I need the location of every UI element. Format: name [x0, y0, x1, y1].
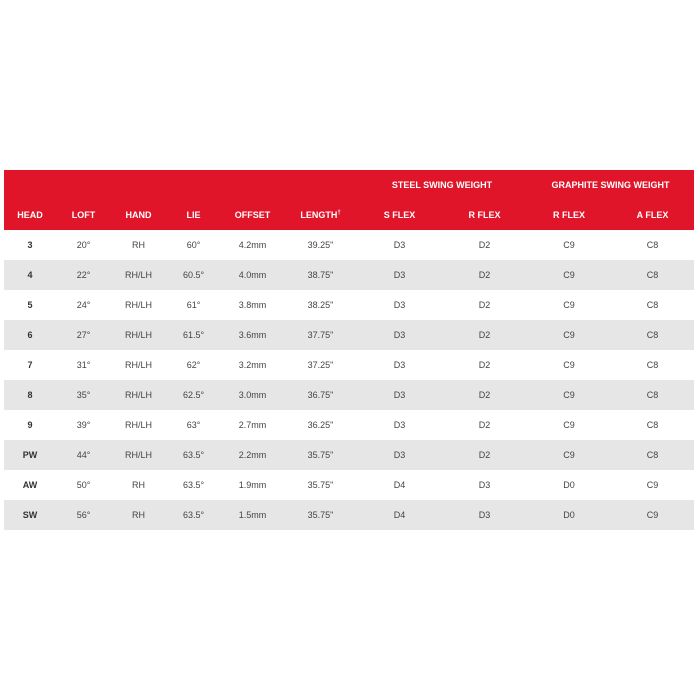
- cell-lie: 61°: [186, 300, 201, 310]
- steel-swing-weight-header: STEEL SWING WEIGHT: [391, 180, 493, 190]
- cell-length: 36.75": [307, 390, 334, 400]
- col-graphite-a-flex: A FLEX: [636, 210, 669, 220]
- cell-loft: 31°: [76, 360, 91, 370]
- cell-loft: 20°: [76, 240, 91, 250]
- cell-steel-r-flex: D2: [478, 300, 491, 310]
- table-row: [4, 260, 694, 290]
- group-header-row: [4, 170, 694, 200]
- cell-steel-s-flex: D4: [393, 510, 406, 520]
- col-head: HEAD: [17, 210, 43, 220]
- cell-lie: 62.5°: [182, 390, 205, 400]
- cell-head: AW: [22, 480, 38, 490]
- cell-hand: RH/LH: [124, 390, 152, 400]
- cell-hand: RH/LH: [124, 420, 152, 430]
- cell-head: 5: [27, 300, 33, 310]
- cell-hand: RH/LH: [124, 450, 152, 460]
- cell-head: 8: [27, 390, 33, 400]
- cell-steel-s-flex: D3: [393, 270, 406, 280]
- cell-graphite-a-flex: C8: [646, 450, 659, 460]
- cell-steel-s-flex: D3: [393, 300, 406, 310]
- cell-graphite-a-flex: C8: [646, 300, 659, 310]
- cell-steel-r-flex: D2: [478, 450, 491, 460]
- cell-steel-r-flex: D2: [478, 330, 491, 340]
- cell-length: 35.75": [307, 450, 334, 460]
- cell-graphite-a-flex: C8: [646, 240, 659, 250]
- cell-graphite-r-flex: C9: [563, 450, 575, 460]
- cell-loft: 56°: [76, 510, 91, 520]
- cell-length: 39.25": [307, 240, 334, 250]
- table-row: [4, 320, 694, 350]
- cell-steel-s-flex: D3: [393, 330, 406, 340]
- cell-length: 35.75": [307, 510, 334, 520]
- cell-lie: 61.5°: [182, 330, 205, 340]
- cell-loft: 35°: [76, 390, 91, 400]
- cell-length: 38.25": [307, 300, 334, 310]
- cell-graphite-a-flex: C9: [646, 510, 659, 520]
- cell-graphite-a-flex: C8: [646, 330, 659, 340]
- table-row: [4, 470, 694, 500]
- cell-graphite-r-flex: C9: [563, 240, 575, 250]
- cell-offset: 2.7mm: [238, 420, 267, 430]
- cell-head: 9: [27, 420, 33, 430]
- graphite-swing-weight-header: GRAPHITE SWING WEIGHT: [551, 180, 670, 190]
- cell-steel-r-flex: D2: [478, 270, 491, 280]
- table-row: [4, 410, 694, 440]
- cell-length: 38.75": [307, 270, 334, 280]
- cell-steel-s-flex: D3: [393, 360, 406, 370]
- cell-steel-s-flex: D3: [393, 450, 406, 460]
- table-row: [4, 290, 694, 320]
- cell-graphite-r-flex: C9: [563, 300, 575, 310]
- cell-lie: 63°: [186, 420, 201, 430]
- table-row: [4, 350, 694, 380]
- cell-offset: 1.9mm: [238, 480, 267, 490]
- cell-hand: RH/LH: [124, 330, 152, 340]
- cell-graphite-r-flex: C9: [563, 390, 575, 400]
- cell-offset: 4.2mm: [238, 240, 267, 250]
- cell-head: 6: [27, 330, 33, 340]
- cell-length: 37.75": [307, 330, 334, 340]
- col-offset: OFFSET: [234, 210, 271, 220]
- cell-lie: 62°: [186, 360, 201, 370]
- cell-offset: 3.6mm: [238, 330, 267, 340]
- cell-head: 4: [27, 270, 33, 280]
- cell-hand: RH: [132, 480, 145, 490]
- cell-lie: 60.5°: [182, 270, 205, 280]
- cell-offset: 1.5mm: [238, 510, 267, 520]
- col-steel-r-flex: R FLEX: [468, 210, 501, 220]
- table-row: [4, 500, 694, 530]
- cell-steel-s-flex: D4: [393, 480, 406, 490]
- cell-length: 37.25": [307, 360, 334, 370]
- cell-graphite-a-flex: C8: [646, 360, 659, 370]
- col-length-label: LENGTH: [300, 210, 338, 220]
- cell-lie: 63.5°: [182, 510, 205, 520]
- col-lie: LIE: [186, 210, 201, 220]
- cell-loft: 22°: [76, 270, 91, 280]
- cell-lie: 63.5°: [182, 450, 205, 460]
- cell-head: 3: [27, 240, 33, 250]
- col-graphite-r-flex: R FLEX: [552, 210, 585, 220]
- cell-offset: 4.0mm: [238, 270, 267, 280]
- cell-length: 35.75": [307, 480, 334, 490]
- cell-hand: RH: [132, 240, 145, 250]
- cell-loft: 24°: [76, 300, 91, 310]
- cell-offset: 3.8mm: [238, 300, 267, 310]
- cell-hand: RH: [132, 510, 145, 520]
- col-steel-s-flex: S FLEX: [383, 210, 416, 220]
- dagger-mark: †: [337, 210, 341, 216]
- cell-steel-r-flex: D3: [478, 480, 491, 490]
- cell-steel-s-flex: D3: [393, 420, 406, 430]
- cell-head: PW: [22, 450, 38, 460]
- cell-graphite-r-flex: C9: [563, 420, 575, 430]
- cell-graphite-r-flex: D0: [563, 510, 575, 520]
- cell-graphite-r-flex: C9: [563, 330, 575, 340]
- cell-hand: RH/LH: [124, 360, 152, 370]
- cell-lie: 63.5°: [182, 480, 205, 490]
- iron-spec-table: [4, 170, 694, 530]
- cell-loft: 44°: [76, 450, 91, 460]
- cell-graphite-r-flex: C9: [563, 270, 575, 280]
- column-header-row: [4, 200, 694, 230]
- cell-graphite-a-flex: C8: [646, 390, 659, 400]
- cell-length: 36.25": [307, 420, 334, 430]
- table-row: [4, 440, 694, 470]
- cell-hand: RH/LH: [124, 270, 152, 280]
- cell-steel-s-flex: D3: [393, 240, 406, 250]
- cell-loft: 39°: [76, 420, 91, 430]
- cell-lie: 60°: [186, 240, 201, 250]
- cell-steel-s-flex: D3: [393, 390, 406, 400]
- cell-graphite-a-flex: C8: [646, 270, 659, 280]
- table-header: [4, 170, 694, 230]
- col-loft: LOFT: [71, 210, 96, 220]
- cell-offset: 3.0mm: [238, 390, 267, 400]
- cell-loft: 27°: [76, 330, 91, 340]
- cell-steel-r-flex: D2: [478, 360, 491, 370]
- cell-graphite-a-flex: C9: [646, 480, 659, 490]
- cell-steel-r-flex: D2: [478, 420, 491, 430]
- cell-head: SW: [22, 510, 38, 520]
- cell-head: 7: [27, 360, 33, 370]
- col-hand: HAND: [125, 210, 152, 220]
- cell-loft: 50°: [76, 480, 91, 490]
- cell-graphite-a-flex: C8: [646, 420, 659, 430]
- table-row: [4, 230, 694, 260]
- cell-graphite-r-flex: D0: [563, 480, 575, 490]
- table-row: [4, 380, 694, 410]
- cell-graphite-r-flex: C9: [563, 360, 575, 370]
- table-body: [4, 230, 694, 530]
- cell-steel-r-flex: D2: [478, 390, 491, 400]
- cell-offset: 2.2mm: [238, 450, 267, 460]
- cell-offset: 3.2mm: [238, 360, 267, 370]
- cell-steel-r-flex: D2: [478, 240, 491, 250]
- cell-hand: RH/LH: [124, 300, 152, 310]
- cell-steel-r-flex: D3: [478, 510, 491, 520]
- col-length: [284, 210, 357, 220]
